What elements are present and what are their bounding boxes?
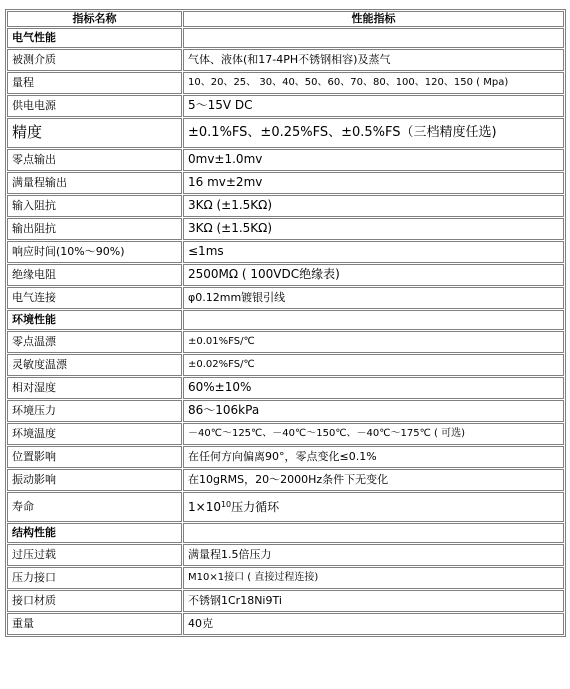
row-value: 气体、液体(和17-4PH不锈钢相容)及蒸气: [183, 49, 564, 71]
row-name: 压力接口: [7, 567, 182, 589]
row-name: 被测介质: [7, 49, 182, 71]
row-name: 输出阻抗: [7, 218, 182, 240]
row-name: 精度: [7, 118, 182, 148]
row-name: 量程: [7, 72, 182, 94]
row-name: 接口材质: [7, 590, 182, 612]
row-value: 5～15V DC: [183, 95, 564, 117]
row-value: M10×1接口 ( 直接过程连接): [183, 567, 564, 589]
row-value: ≤1ms: [183, 241, 564, 263]
row-value-highlight: －40℃～125℃、－40℃～150℃、－40℃～175℃ ( 可选): [183, 423, 564, 445]
row-value: 16 mv±2mv: [183, 172, 564, 194]
section-title: 环境性能: [7, 310, 182, 330]
row-value: 不锈钢1Cr18Ni9Ti: [183, 590, 564, 612]
row-value: 60%±10%: [183, 377, 564, 399]
row-name: 供电电源: [7, 95, 182, 117]
row-name: 位置影响: [7, 446, 182, 468]
row-value: 2500MΩ ( 100VDC绝缘表): [183, 264, 564, 286]
section-empty-cell: [183, 28, 564, 48]
row-value: ±0.01%FS/℃: [183, 331, 564, 353]
row-value: 3KΩ (±1.5KΩ): [183, 195, 564, 217]
row-name: 响应时间(10%～90%): [7, 241, 182, 263]
row-name: 零点输出: [7, 149, 182, 171]
header-performance: 性能指标: [183, 11, 564, 27]
row-value: 满量程1.5倍压力: [183, 544, 564, 566]
row-name: 灵敏度温漂: [7, 354, 182, 376]
row-name: 电气连接: [7, 287, 182, 309]
section-row-environment: [7, 310, 564, 330]
row-value: 40克: [183, 613, 564, 635]
row-value: 86～106kPa: [183, 400, 564, 422]
table-row: [7, 567, 564, 589]
row-value: ±0.1%FS、±0.25%FS、±0.5%FS（三档精度任选): [183, 118, 564, 148]
row-value: ±0.02%FS/℃: [183, 354, 564, 376]
spec-table: [5, 9, 566, 637]
section-empty-cell: [183, 523, 564, 543]
life-unit: 压力循环: [231, 499, 280, 514]
row-value: 10、20、25、 30、40、50、60、70、80、100、120、150 ( Mpa): [183, 72, 564, 94]
row-name: 环境温度: [7, 423, 182, 445]
row-name: 寿命: [7, 492, 182, 522]
table-row: [7, 590, 564, 612]
table-row: [7, 354, 564, 376]
table-row: [7, 331, 564, 353]
table-row: [7, 49, 564, 71]
row-name: 绝缘电阻: [7, 264, 182, 286]
table-row: [7, 446, 564, 468]
row-value: [183, 492, 564, 522]
table-row: [7, 172, 564, 194]
row-value: 在任何方向偏离90°，零点变化≤0.1%: [183, 446, 564, 468]
section-title: 电气性能: [7, 28, 182, 48]
row-value: 3KΩ (±1.5KΩ): [183, 218, 564, 240]
table-row: [7, 149, 564, 171]
section-empty-cell: [183, 310, 564, 330]
table-row: [7, 400, 564, 422]
row-value: 0mv±1.0mv: [183, 149, 564, 171]
table-row: [7, 613, 564, 635]
life-exponent: 10: [220, 499, 232, 509]
table-row: [7, 95, 564, 117]
row-name: 满量程输出: [7, 172, 182, 194]
table-row: [7, 118, 564, 148]
table-row: [7, 377, 564, 399]
row-name: 过压过载: [7, 544, 182, 566]
table-header-row: [7, 11, 564, 27]
row-name: 相对湿度: [7, 377, 182, 399]
table-row: [7, 264, 564, 286]
row-value: 在10gRMS，20～2000Hz条件下无变化: [183, 469, 564, 491]
table-row: [7, 218, 564, 240]
table-row: [7, 287, 564, 309]
table-row: [7, 492, 564, 522]
section-row-electrical: [7, 28, 564, 48]
section-title: 结构性能: [7, 523, 182, 543]
table-row: [7, 469, 564, 491]
row-name: 重量: [7, 613, 182, 635]
section-row-structure: [7, 523, 564, 543]
life-base: 1×10: [188, 499, 221, 514]
header-indicator-name: 指标名称: [7, 11, 182, 27]
row-name: 输入阻抗: [7, 195, 182, 217]
row-name: 环境压力: [7, 400, 182, 422]
table-row: [7, 423, 564, 445]
table-row: [7, 72, 564, 94]
row-name: 零点温漂: [7, 331, 182, 353]
row-name: 振动影响: [7, 469, 182, 491]
row-value: φ0.12mm镀银引线: [183, 287, 564, 309]
table-row: [7, 195, 564, 217]
table-row: [7, 241, 564, 263]
table-row: [7, 544, 564, 566]
